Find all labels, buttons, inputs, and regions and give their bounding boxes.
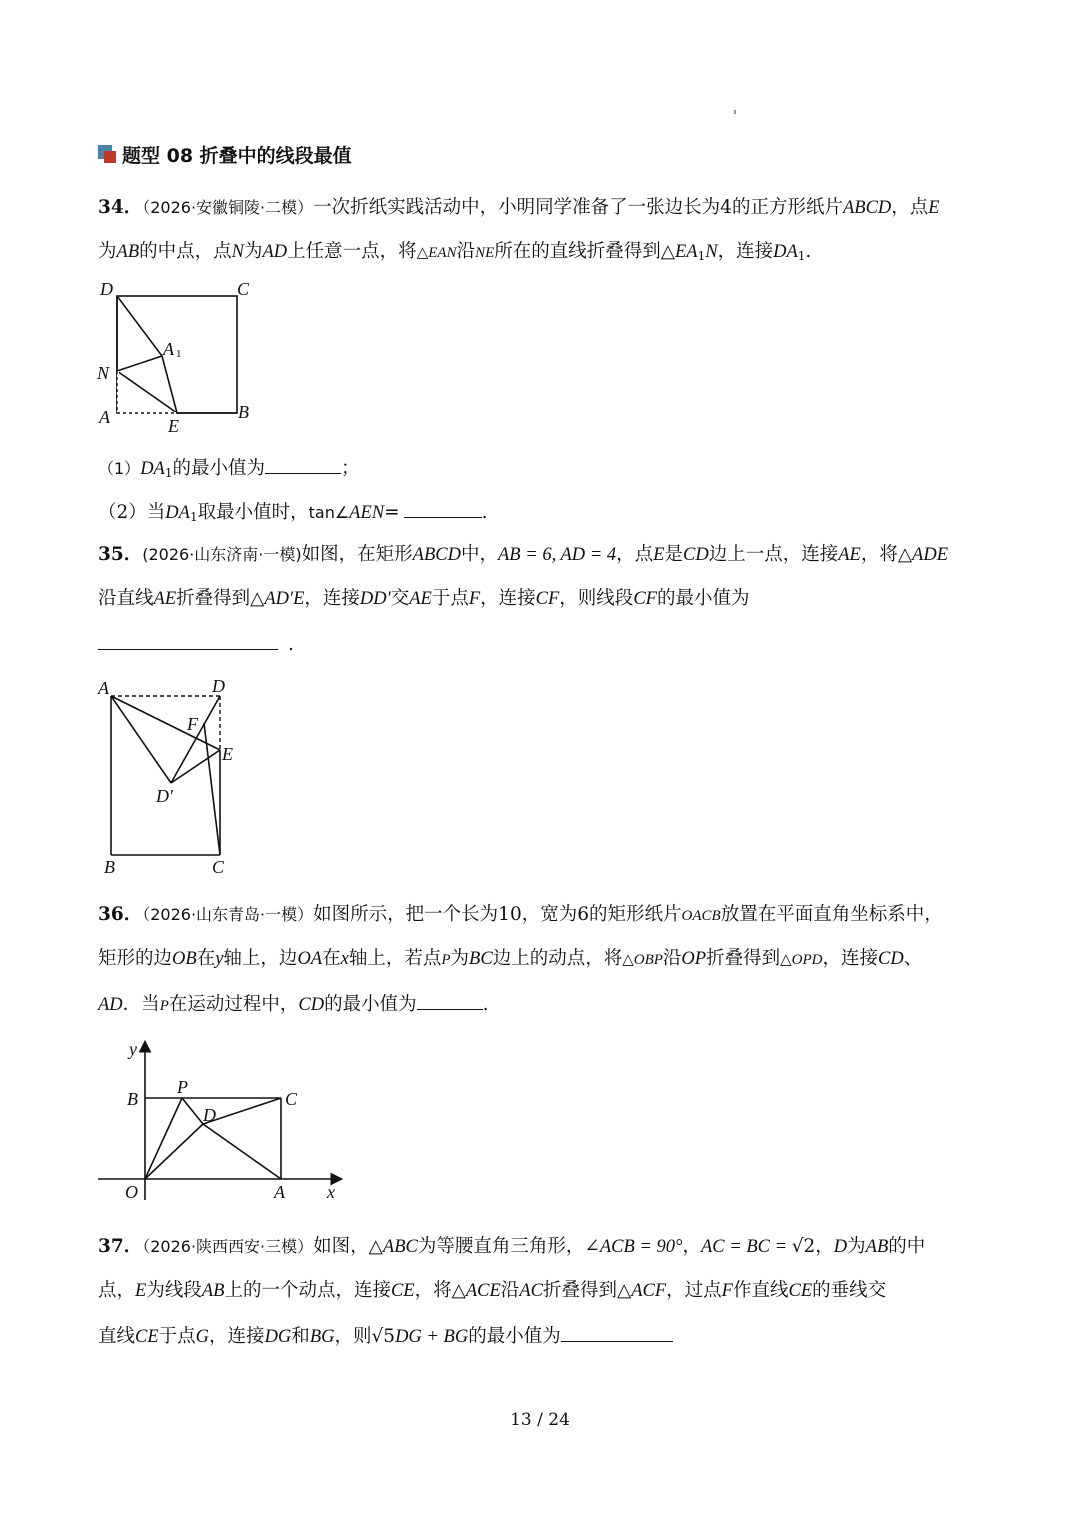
text: 直线 — [98, 1326, 136, 1347]
text: ，则 — [334, 1326, 372, 1347]
text: 的最小值为 — [324, 994, 417, 1015]
text: 、 — [903, 948, 923, 969]
label-o: O — [125, 1182, 138, 1202]
math: AB — [865, 1237, 889, 1257]
text: ，连接 — [304, 588, 360, 609]
segment-da1 — [117, 296, 162, 356]
label-d-prime: D′ — [156, 786, 173, 806]
segment-na1 — [117, 356, 162, 371]
label-a: A — [99, 407, 110, 427]
segment-d1e — [171, 750, 220, 783]
problem-source: （2026·山东青岛·一模） — [142, 905, 314, 924]
p34-q1 — [98, 455, 360, 485]
segment-dd1 — [171, 696, 220, 783]
math: △ADE — [897, 545, 949, 565]
math: CE — [788, 1281, 813, 1301]
math: OP — [681, 949, 707, 969]
segment-fc — [204, 723, 220, 855]
math: D — [833, 1237, 848, 1257]
text: 的最小值为 — [468, 1326, 561, 1347]
label-b: B — [238, 402, 249, 422]
text: 于点 — [158, 1326, 196, 1347]
label-a: A — [274, 1182, 285, 1202]
text: 如图， — [313, 1236, 369, 1257]
math: tan∠ — [308, 503, 350, 522]
segment-od — [145, 1124, 203, 1179]
math: DG + BG — [395, 1327, 469, 1347]
text: 沿 — [500, 1280, 520, 1301]
text: 中， — [460, 544, 498, 565]
segment-ad1 — [111, 696, 171, 783]
text: 于点 — [431, 588, 469, 609]
text: 如图，在矩形 — [301, 544, 413, 565]
text: ，点 — [891, 197, 929, 218]
math: OACB — [681, 908, 721, 924]
p34-q2 — [98, 499, 488, 529]
scan-mark — [734, 110, 736, 114]
math: OB — [172, 949, 197, 969]
text: 作直线 — [732, 1280, 789, 1301]
math: = — [384, 502, 400, 523]
answer-blank[interactable] — [404, 499, 482, 518]
math: CF — [535, 589, 560, 609]
math: △ACE — [451, 1281, 501, 1301]
text: 和 — [291, 1326, 310, 1347]
label-c: C — [237, 279, 250, 299]
math: △EA — [660, 242, 698, 262]
answer-blank[interactable] — [98, 631, 278, 650]
page-number: 13 / 24 — [510, 1410, 570, 1430]
math: y — [215, 949, 224, 969]
math: BC — [469, 949, 493, 969]
math: x — [340, 949, 349, 969]
text: . — [288, 634, 294, 655]
text: 为 — [98, 241, 117, 262]
math: △ABC — [368, 1237, 418, 1257]
subscript: 1 — [697, 249, 706, 263]
text: 为 — [243, 241, 263, 262]
math: F — [721, 1281, 733, 1301]
label-y-axis: y — [129, 1039, 137, 1059]
math: E — [653, 545, 665, 565]
math: ∠ACB = 90° — [584, 1237, 683, 1257]
segment-da — [203, 1124, 281, 1179]
subscript: 1 — [164, 466, 173, 480]
text: 在 — [322, 948, 341, 969]
text: 取最小值时， — [197, 502, 309, 523]
p36-line-3 — [98, 991, 488, 1018]
text: 轴上，若点 — [348, 948, 442, 969]
p36-line-2 — [98, 947, 922, 972]
label-n: N — [97, 363, 110, 383]
text: 一次折纸实践活动中，小明同学准备了一张边长为 — [313, 197, 721, 218]
text: 边上的动点，将 — [492, 948, 623, 969]
label-b: B — [104, 857, 115, 877]
math: P — [159, 998, 169, 1014]
problem-number: 37． — [98, 1236, 143, 1257]
p37-line-2 — [98, 1279, 886, 1303]
text: 10 — [498, 904, 522, 925]
text: 6 — [577, 904, 590, 925]
problem-number: 35． — [98, 544, 143, 565]
p34-figure — [95, 278, 265, 438]
text: 的最小值为 — [172, 458, 266, 479]
math: P — [441, 952, 451, 968]
text: ，宽为 — [521, 904, 578, 925]
text: 上任意一点，将 — [287, 241, 417, 262]
text: 边上一点，连接 — [708, 544, 839, 565]
text: 点， — [98, 1280, 136, 1301]
text: 的最小值为 — [656, 588, 750, 609]
text: 沿直线 — [98, 588, 154, 609]
text: 是 — [664, 544, 683, 565]
math: E — [928, 198, 940, 218]
text: 在 — [196, 948, 216, 969]
text: 轴上，边 — [223, 948, 298, 969]
p35-line-1 — [98, 543, 948, 567]
text: 上的一个动点，连接 — [224, 1280, 391, 1301]
text: ，将 — [860, 544, 898, 565]
p34-line-1 — [98, 196, 940, 220]
math: △EAN — [416, 245, 457, 261]
text: ．当 — [122, 994, 160, 1015]
math: OA — [297, 949, 323, 969]
math: ABCD — [412, 545, 461, 565]
label-e: E — [222, 744, 233, 764]
problem-number: 36． — [98, 904, 143, 925]
p37-line-1 — [98, 1235, 925, 1259]
text: ，则线段 — [559, 588, 634, 609]
p36-line-1 — [98, 903, 943, 928]
math: DA — [140, 459, 165, 479]
section-title-text: 题型 08 折叠中的线段最值 — [122, 145, 352, 167]
math: CD — [298, 995, 325, 1015]
text: 折叠得到 — [706, 948, 781, 969]
text: 沿 — [456, 241, 476, 262]
label-e: E — [168, 416, 179, 436]
math: E — [135, 1281, 147, 1301]
text: （1） — [98, 459, 141, 478]
text: 所在的直线折叠得到 — [494, 241, 661, 262]
math: ABCD — [842, 198, 892, 218]
label-c: C — [285, 1089, 298, 1109]
math: G — [195, 1327, 210, 1347]
answer-blank[interactable] — [417, 991, 483, 1010]
text: . — [481, 502, 488, 523]
text: . — [482, 994, 489, 1015]
math: NE — [475, 245, 495, 261]
p34-line-2 — [98, 240, 811, 268]
segment-ae — [111, 696, 220, 750]
subscript: 1 — [797, 249, 806, 263]
label-p: P — [177, 1077, 188, 1097]
text: ，将 — [414, 1280, 452, 1301]
label-d: D — [100, 279, 113, 299]
math: AE — [153, 589, 177, 609]
text: ，过点 — [666, 1280, 722, 1301]
p35-figure — [95, 672, 255, 882]
math: △OPD — [780, 952, 823, 968]
text: 放置在平面直角坐标系中， — [720, 904, 943, 925]
math: N — [705, 242, 718, 262]
text: 如图所示，把一个长为 — [313, 904, 499, 925]
text: 的正方形纸片 — [731, 197, 843, 218]
text: 矩形的边 — [98, 948, 173, 969]
text: 为 — [847, 1236, 866, 1257]
p37-line-3 — [98, 1323, 673, 1349]
text: ， — [682, 1236, 701, 1257]
text: 的矩形纸片 — [589, 904, 682, 925]
math: DA — [773, 242, 798, 262]
text: 的中 — [888, 1236, 926, 1257]
subscript: 1 — [189, 510, 198, 524]
section-title — [98, 142, 352, 170]
math: BG — [309, 1327, 335, 1347]
math: N — [231, 242, 244, 262]
text: 4 — [720, 197, 732, 218]
text: ，点 — [616, 544, 654, 565]
math: CE — [390, 1281, 415, 1301]
text: 为 — [450, 948, 470, 969]
problem-source: (2026·山东济南·一模) — [142, 545, 302, 564]
answer-blank[interactable] — [265, 455, 341, 474]
math: √2 — [791, 1236, 816, 1257]
text: 为线段 — [146, 1280, 202, 1301]
text: 折叠得到 — [542, 1280, 617, 1301]
label-d: D — [212, 676, 225, 696]
text: ； — [341, 458, 360, 479]
math: △ACF — [616, 1281, 667, 1301]
label-x-axis: x — [327, 1182, 335, 1202]
problem-source: （2026·安徽铜陵·二模） — [142, 198, 314, 217]
text: ，连接 — [822, 948, 878, 969]
math: CD — [682, 545, 709, 565]
text: （2）当 — [98, 502, 166, 523]
math: △OBP — [622, 952, 663, 968]
math: F — [468, 589, 481, 609]
math: AC — [519, 1281, 543, 1301]
math: △AD′E — [250, 589, 305, 609]
text: 沿 — [662, 948, 682, 969]
math: DD′ — [359, 589, 391, 609]
problem-source: （2026·陕西西安·三模） — [142, 1237, 314, 1256]
math: DG — [264, 1327, 292, 1347]
math: AE — [409, 589, 432, 609]
text: 为等腰直角三角形， — [417, 1236, 585, 1257]
math: DA — [165, 503, 190, 523]
segment-pd — [182, 1098, 203, 1124]
p36-figure — [95, 1035, 355, 1205]
label-c: C — [212, 857, 225, 877]
answer-blank[interactable] — [561, 1323, 673, 1342]
math: CF — [633, 589, 657, 609]
label-b: B — [127, 1089, 138, 1109]
text: 在运动过程中， — [168, 994, 299, 1015]
label-a: A — [98, 678, 109, 698]
text: 折叠得到 — [176, 588, 251, 609]
text: 交 — [390, 588, 410, 609]
text: . — [805, 241, 812, 262]
text: ，连接 — [480, 588, 536, 609]
math: AE — [838, 545, 861, 565]
math: CD — [878, 949, 904, 969]
label-a1-sub: 1 — [176, 348, 182, 360]
math: AB — [116, 242, 140, 262]
math: AD — [262, 242, 288, 262]
segment-op — [145, 1098, 182, 1179]
math: CE — [135, 1327, 159, 1347]
p35-line-3 — [98, 631, 294, 657]
text: 的中点，点 — [139, 241, 232, 262]
text: ，连接 — [717, 241, 774, 262]
math: AD — [98, 995, 123, 1015]
p35-line-2 — [98, 587, 749, 611]
label-d: D — [203, 1105, 216, 1125]
section-marker-icon — [98, 145, 120, 167]
text: ，连接 — [209, 1326, 265, 1347]
math: AB = 6, AD = 4 — [497, 545, 617, 565]
text: ， — [815, 1236, 834, 1257]
math: AEN — [349, 503, 385, 523]
label-f: F — [187, 714, 198, 734]
label-a1: A — [163, 339, 174, 359]
math: AB — [201, 1281, 225, 1301]
math: √5 — [371, 1326, 396, 1347]
problem-number: 34． — [98, 197, 143, 218]
math: AC = BC = — [700, 1237, 792, 1257]
text: 的垂线交 — [812, 1280, 887, 1301]
